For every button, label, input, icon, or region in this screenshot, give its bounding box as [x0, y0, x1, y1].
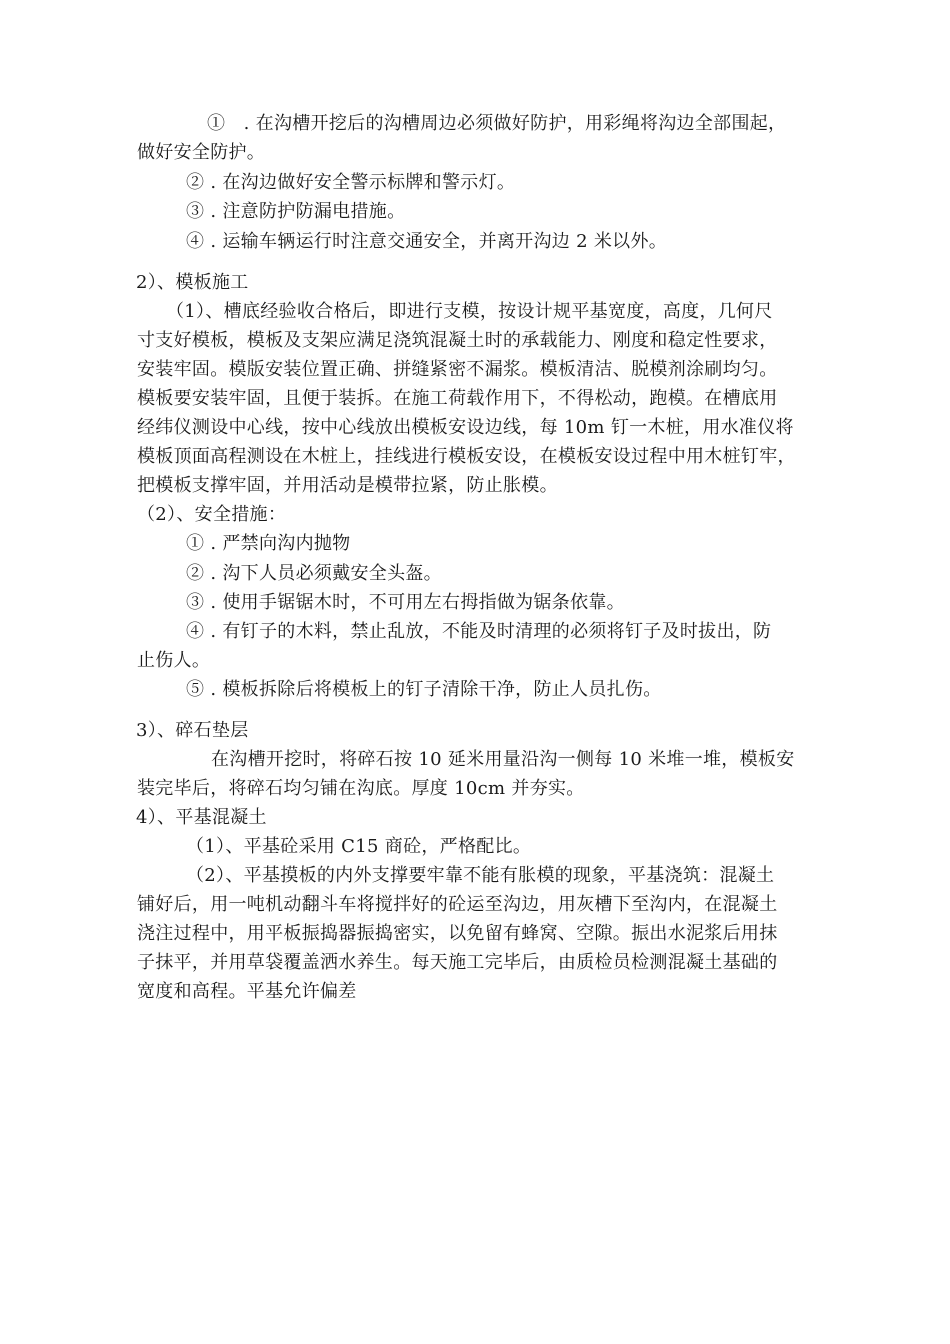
text-line: ③ . 使用手锯锯木时，不可用左右拇指做为锯条依靠。 — [186, 592, 625, 613]
text-line: 安装牢固。模版安装位置正确、拼缝紧密不漏浆。模板清洁、脱模剂涂刷均匀。 — [137, 359, 778, 380]
text-line: ② . 沟下人员必须戴安全头盔。 — [186, 563, 442, 584]
text-line: 止伤人。 — [137, 650, 211, 671]
text-line: 子抹平，并用草袋覆盖洒水养生。每天施工完毕后，由质检员检测混凝土基础的 — [137, 952, 778, 973]
text-line: 模板要安装牢固，且便于装拆。在施工荷载作用下，不得松动，跑模。在槽底用 — [137, 388, 778, 409]
text-line: （2）、平基摸板的内外支撑要牢靠不能有胀模的现象，平基浇筑：混凝土 — [186, 865, 775, 886]
text-line: （1）、槽底经验收合格后，即进行支模，按设计规平基宽度，高度，几何尺 — [166, 301, 773, 322]
text-line: ② . 在沟边做好安全警示标牌和警示灯。 — [186, 172, 516, 193]
text-line: ⑤ . 模板拆除后将模板上的钉子清除干净，防止人员扎伤。 — [186, 679, 662, 700]
text-line: 浇注过程中，用平板振捣器振捣密实，以免留有蜂窝、空隙。振出水泥浆后用抹 — [137, 923, 778, 944]
text-line: 把模板支撑牢固，并用活动是模带拉紧，防止胀模。 — [137, 475, 558, 496]
section-heading: 2）、模板施工 — [136, 272, 249, 293]
text-line: 寸支好模板，模板及支架应满足浇筑混凝土时的承载能力、刚度和稳定性要求， — [137, 330, 778, 351]
text-line: ④ . 有钉子的木料，禁止乱放，不能及时清理的必须将钉子及时拔出，防 — [186, 621, 772, 642]
text-line: 做好安全防护。 — [137, 142, 266, 163]
text-line: （1）、平基砼采用 C15 商砼，严格配比。 — [186, 836, 532, 857]
text-line: 模板顶面高程测设在木桩上，挂线进行模板安设，在模板安设过程中用木桩钉牢， — [137, 446, 796, 467]
text-line: 经纬仪测设中心线，按中心线放出模板安设边线，每 10m 钉一木桩，用水准仪将 — [137, 417, 794, 438]
text-line: 宽度和高程。平基允许偏差 — [137, 981, 357, 1002]
text-line: ④ . 运输车辆运行时注意交通安全，并离开沟边 2 米以外。 — [186, 231, 668, 252]
section-heading: 4）、平基混凝土 — [136, 807, 267, 828]
text-line: ① . 在沟槽开挖后的沟槽周边必须做好防护，用彩绳将沟边全部围起， — [207, 113, 787, 134]
section-heading: 3）、碎石垫层 — [136, 720, 249, 741]
subsection-heading: （2）、安全措施： — [137, 504, 287, 525]
text-line: 在沟槽开挖时，将碎石按 10 延米用量沿沟一侧每 10 米堆一堆，模板安 — [211, 749, 795, 770]
text-line: ③ . 注意防护防漏电措施。 — [186, 201, 406, 222]
text-line: 装完毕后，将碎石均匀铺在沟底。厚度 10cm 并夯实。 — [137, 778, 585, 799]
text-line: 铺好后，用一吨机动翻斗车将搅拌好的砼运至沟边，用灰槽下至沟内，在混凝土 — [137, 894, 778, 915]
text-line: ① . 严禁向沟内抛物 — [186, 533, 351, 554]
